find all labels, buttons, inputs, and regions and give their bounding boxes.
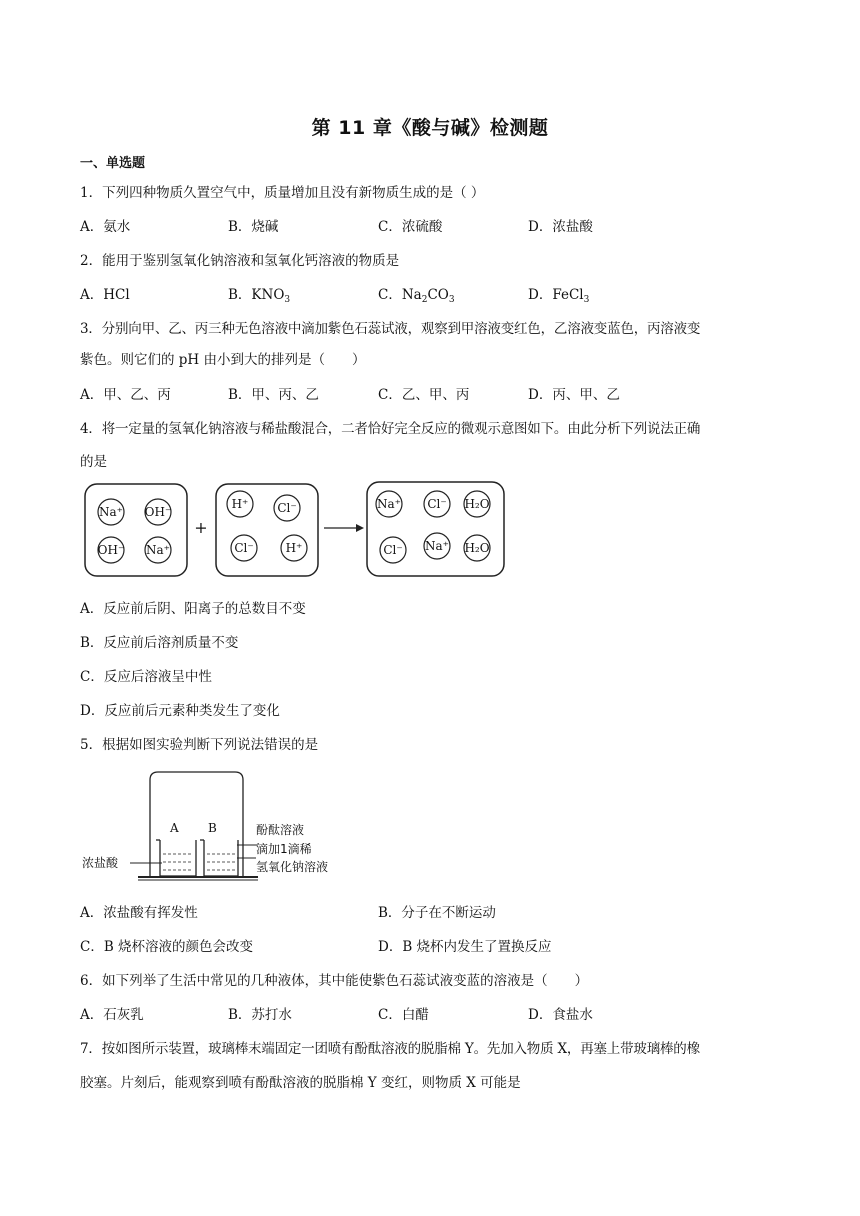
- molecule-label: H₂O: [464, 541, 490, 555]
- q4-stem-line1: 4．将一定量的氢氧化钠溶液与稀盐酸混合，二者恰好完全反应的微观示意图如下。由此分析下列说法正确: [80, 421, 701, 437]
- q2-option-d: D．FeCl$_3$: [528, 287, 590, 305]
- q3-option-b: B．甲、丙、乙: [228, 387, 319, 403]
- section-heading: 一、单选题: [80, 156, 146, 171]
- q1-stem: 1．下列四种物质久置空气中，质量增加且没有新物质生成的是（ ）: [80, 185, 485, 201]
- q3-option-c: C．乙、甲、丙: [378, 387, 470, 403]
- ion-label: H⁺: [285, 541, 303, 555]
- right-label-3: 氢氧化钠溶液: [256, 860, 329, 874]
- page-title: 第 11 章《酸与碱》检测题: [311, 117, 549, 139]
- ion-label: Na⁺: [377, 497, 401, 511]
- q5-option-d: D．B 烧杯内发生了置换反应: [378, 939, 552, 955]
- ion-label: OH⁻: [144, 505, 172, 519]
- ion-label: OH⁻: [97, 543, 125, 557]
- ion-label: Cl⁻: [234, 541, 254, 555]
- q1-option-b: B．烧碱: [228, 219, 279, 235]
- ion-label: Cl⁻: [383, 543, 403, 557]
- q6-option-b: B．苏打水: [228, 1007, 292, 1023]
- left-label: 浓盐酸: [82, 856, 119, 870]
- beaker-a-label: A: [170, 821, 179, 835]
- right-label-2: 滴加1滴稀: [256, 842, 312, 856]
- ion-label: Cl⁻: [427, 497, 447, 511]
- arrow-icon: [324, 524, 364, 532]
- q4-stem-line2: 的是: [80, 454, 107, 470]
- q1-option-a: A．氨水: [80, 219, 131, 235]
- q4-option-a: A．反应前后阴、阳离子的总数目不变: [80, 601, 306, 617]
- q6-option-d: D．食盐水: [528, 1007, 593, 1023]
- plus-sign: +: [194, 518, 208, 537]
- q2-option-c: C．$Na_2CO_3$: [378, 287, 455, 305]
- q5-stem: 5．根据如图实验判断下列说法错误的是: [80, 737, 319, 753]
- ion-label: Na⁺: [99, 505, 123, 519]
- q7-stem-line1: 7．按如图所示装置，玻璃棒末端固定一团喷有酚酞溶液的脱脂棉 Y。先加入物质 X，再塞上带玻璃棒的橡: [80, 1041, 700, 1057]
- q4-option-c: C．反应后溶液呈中性: [80, 669, 212, 685]
- beaker-b: [204, 840, 238, 876]
- q6-option-c: C．白醋: [378, 1007, 429, 1023]
- molecule-label: H₂O: [464, 497, 490, 511]
- ion-label: H⁺: [231, 497, 249, 511]
- ion-label: Cl⁻: [277, 501, 297, 515]
- q2-option-b: B．$KNO_3$: [228, 287, 291, 305]
- reactant-box-naoh: [85, 484, 187, 576]
- q5-option-c: C．B 烧杯溶液的颜色会改变: [80, 939, 254, 955]
- q6-stem: 6．如下列举了生活中常见的几种液体，其中能使紫色石蕊试液变蓝的溶液是（ ）: [80, 973, 589, 989]
- q6-option-a: A．石灰乳: [80, 1007, 144, 1023]
- q2-stem: 2．能用于鉴别氢氧化钠溶液和氢氧化钙溶液的物质是: [80, 253, 400, 269]
- q4-option-d: D．反应前后元素种类发生了变化: [80, 703, 280, 719]
- q3-option-d: D．丙、甲、乙: [528, 387, 620, 403]
- ion-label: Na⁺: [425, 539, 449, 553]
- q1-option-d: D．浓盐酸: [528, 219, 593, 235]
- q2-option-a: A．HCl: [80, 287, 130, 303]
- beaker-experiment-diagram: [80, 766, 380, 888]
- ion-reaction-diagram: [80, 478, 520, 582]
- q1-option-c: C．浓硫酸: [378, 219, 443, 235]
- q3-stem-line2: 紫色。则它们的 pH 由小到大的排列是（ ）: [80, 352, 366, 368]
- beaker-a: [160, 840, 196, 876]
- q7-stem-line2: 胶塞。片刻后，能观察到喷有酚酞溶液的脱脂棉 Y 变红，则物质 X 可能是: [80, 1075, 521, 1091]
- beaker-b-label: B: [208, 821, 217, 835]
- q4-option-b: B．反应前后溶剂质量不变: [80, 635, 239, 651]
- ion-label: Na⁺: [146, 543, 170, 557]
- right-label-1: 酚酞溶液: [256, 823, 305, 837]
- q3-option-a: A．甲、乙、丙: [80, 387, 171, 403]
- q5-option-a: A．浓盐酸有挥发性: [80, 905, 198, 921]
- q3-stem-line1: 3．分别向甲、乙、丙三种无色溶液中滴加紫色石蕊试液，观察到甲溶液变红色，乙溶液变蓝色，丙溶液变: [80, 321, 701, 337]
- q5-option-b: B．分子在不断运动: [378, 905, 496, 921]
